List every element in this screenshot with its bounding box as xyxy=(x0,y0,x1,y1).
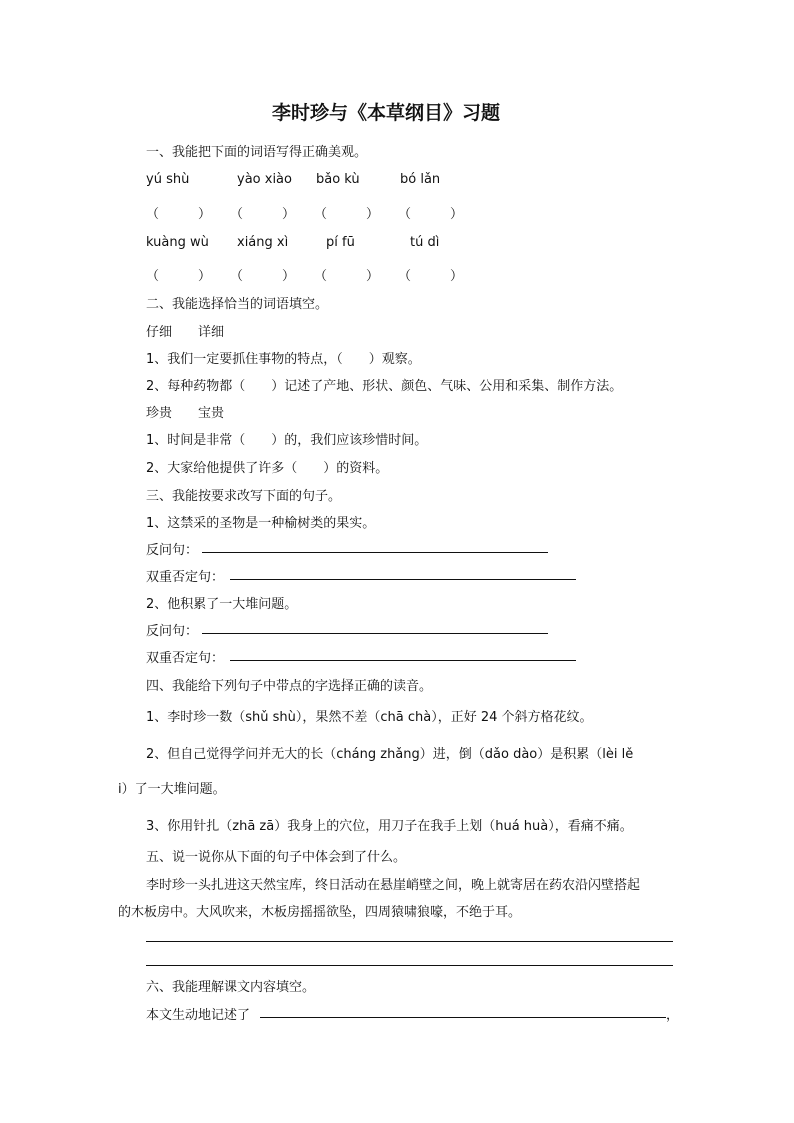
question-text: 1、我们一定要抓住事物的特点，（ ）观察。 xyxy=(146,352,421,367)
fill-prefix: 本文生动地记述了 xyxy=(146,1008,251,1023)
word-choices: 仔细 详细 xyxy=(146,325,225,340)
question-text: 3、你用针扎（zhā zā）我身上的穴位，用刀子在我手上划（huá huà），看痛不痛。 xyxy=(146,819,633,834)
section-1-heading: 一、我能把下面的词语写得正确美观。 xyxy=(146,145,368,160)
answer-box[interactable]: （ ） xyxy=(230,269,296,284)
pinyin-item: bǎo kù xyxy=(316,172,360,187)
answer-line[interactable] xyxy=(260,1017,666,1018)
answer-box[interactable]: （ ） xyxy=(146,269,212,284)
rhetorical-label: 反问句： xyxy=(146,624,199,639)
page-title: 李时珍与《本草纲目》习题 xyxy=(272,102,501,124)
pinyin-item: xiáng xì xyxy=(237,235,289,250)
pinyin-item: pí fū xyxy=(326,235,355,250)
question-text: 1、这禁采的圣物是一种榆树类的果实。 xyxy=(146,516,376,531)
question-text: 2、他积累了一大堆问题。 xyxy=(146,597,298,612)
section-6-heading: 六、我能理解课文内容填空。 xyxy=(146,980,316,995)
question-text: 2、但自己觉得学问并无大的长（cháng zhǎng）进，倒（dǎo dào）是积累（lèi lě xyxy=(146,747,634,762)
answer-box[interactable]: （ ） xyxy=(314,269,380,284)
rhetorical-label: 反问句： xyxy=(146,543,199,558)
passage-text: 李时珍一头扎进这天然宝库，终日活动在悬崖峭壁之间，晚上就寄居在药农沿闪壁搭起 xyxy=(146,878,641,893)
section-5-heading: 五、说一说你从下面的句子中体会到了什么。 xyxy=(146,850,407,865)
answer-line[interactable] xyxy=(146,941,673,942)
answer-line[interactable] xyxy=(230,660,576,661)
pinyin-item: bó lǎn xyxy=(400,172,441,187)
question-text: 1、李时珍一数（shǔ shù），果然不差（chā chà），正好 24 个斜方格花纹。 xyxy=(146,710,593,725)
answer-box[interactable]: （ ） xyxy=(314,207,380,222)
double-negative-label: 双重否定句： xyxy=(146,570,225,585)
question-text: 1、时间是非常（ ）的，我们应该珍惜时间。 xyxy=(146,433,428,448)
double-negative-label: 双重否定句： xyxy=(146,651,225,666)
word-choices: 珍贵 宝贵 xyxy=(146,406,225,421)
fill-suffix: ， xyxy=(666,1008,680,1023)
answer-line[interactable] xyxy=(230,579,576,580)
answer-line[interactable] xyxy=(146,965,673,966)
pinyin-item: kuàng wù xyxy=(146,235,209,250)
answer-line[interactable] xyxy=(202,552,548,553)
section-2-heading: 二、我能选择恰当的词语填空。 xyxy=(146,297,329,312)
answer-line[interactable] xyxy=(202,633,548,634)
answer-box[interactable]: （ ） xyxy=(146,207,212,222)
pinyin-item: yú shù xyxy=(146,172,190,187)
answer-box[interactable]: （ ） xyxy=(230,207,296,222)
question-text-continued: i）了一大堆问题。 xyxy=(118,782,226,797)
answer-box[interactable]: （ ） xyxy=(398,269,464,284)
pinyin-item: yào xiào xyxy=(237,172,292,187)
question-text: 2、每种药物都（ ）记述了产地、形状、颜色、气味、公用和采集、制作方法。 xyxy=(146,379,623,394)
section-3-heading: 三、我能按要求改写下面的句子。 xyxy=(146,489,342,504)
passage-text: 的木板房中。大风吹来，木板房摇摇欲坠，四周猿啸狼嚎，不绝于耳。 xyxy=(118,905,522,920)
pinyin-item: tú dì xyxy=(410,235,440,250)
question-text: 2、大家给他提供了许多（ ）的资料。 xyxy=(146,461,389,476)
section-4-heading: 四、我能给下列句子中带点的字选择正确的读音。 xyxy=(146,679,433,694)
answer-box[interactable]: （ ） xyxy=(398,207,464,222)
